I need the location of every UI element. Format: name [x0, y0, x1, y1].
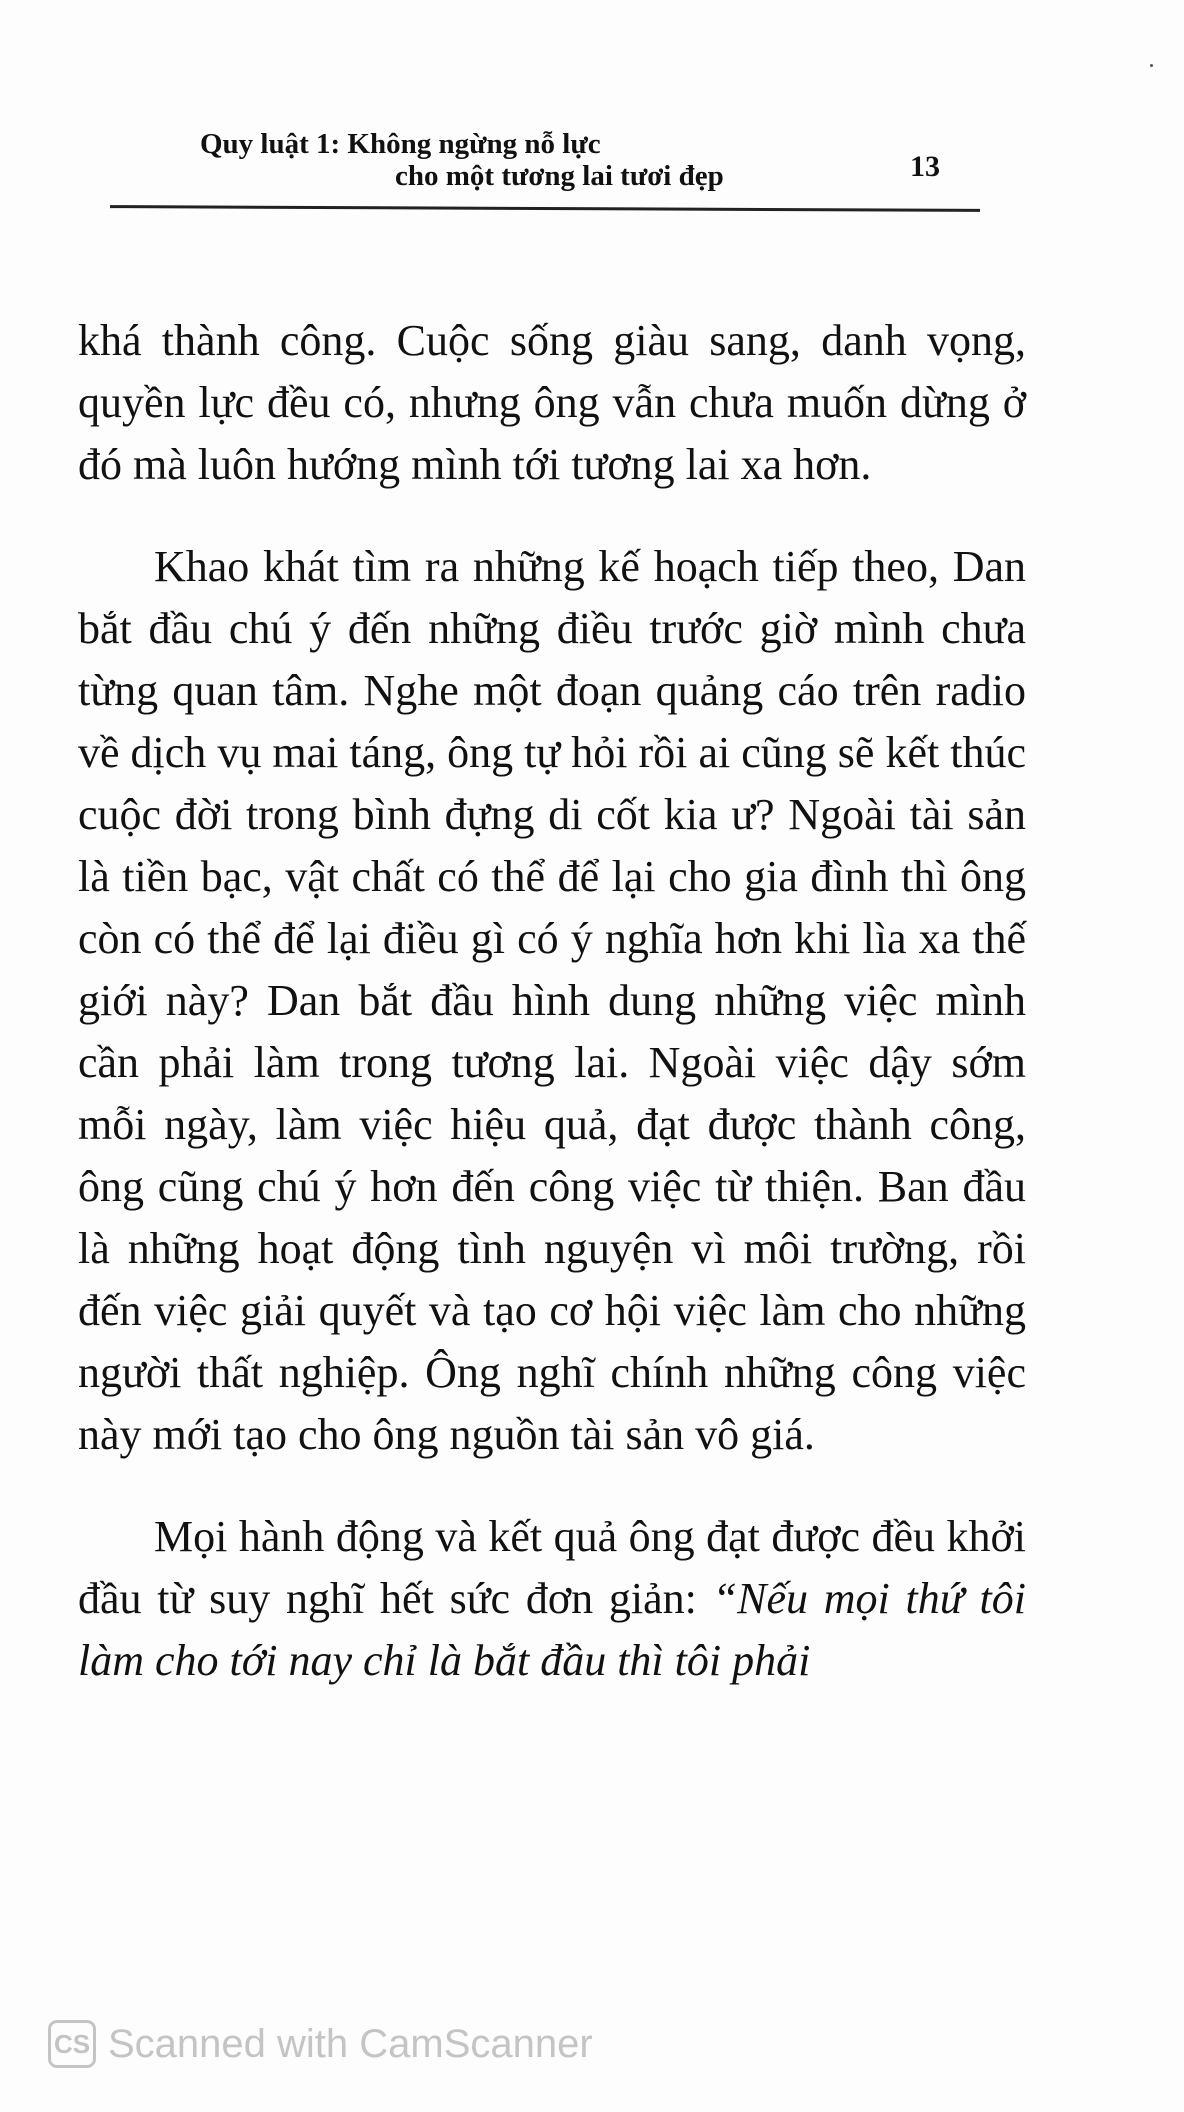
header-rule — [110, 205, 980, 212]
paragraph-3-lead: Mọi hành động và kết quả ông đạt được đều khởi đầu từ suy nghĩ hết sức đơn giản: — [78, 1512, 1026, 1623]
paragraph-1: khá thành công. Cuộc sống giàu sang, danh vọng, quyền lực đều có, nhưng ông vẫn chưa muốn dừng ở đó mà luôn hướng mình tới tương lai xa hơn. — [78, 316, 1026, 489]
scan-speck — [1150, 64, 1153, 67]
watermark-text: Scanned with CamScanner — [108, 2021, 593, 2066]
body-text — [78, 310, 1026, 1692]
header-title-line2: cho một tương lai tươi đẹp — [395, 160, 724, 192]
camscanner-watermark — [48, 2020, 593, 2068]
camscanner-logo-icon: CS — [48, 2020, 96, 2068]
page-number: 13 — [910, 150, 940, 183]
running-header — [200, 128, 760, 192]
paragraph-2: Khao khát tìm ra những kế hoạch tiếp theo, Dan bắt đầu chú ý đến những điều trước giờ mình chưa từng quan tâm. Nghe một đoạn quảng cáo trên radio về dịch vụ mai táng, ông tự hỏi rồi ai cũng sẽ kết thúc cuộc đời trong bình đựng di cốt kia ư? Ngoài tài sản là tiền bạc, vật chất có thể để lại cho gia đình thì ông còn có thể để lại điều gì có ý nghĩa hơn khi lìa xa thế giới này? Dan bắt đầu hình dung những việc mình cần phải làm trong tương lai. Ngoài việc dậy sớm mỗi ngày, làm việc hiệu quả, đạt được thành công, ông cũng chú ý hơn đến công việc từ thiện. Ban đầu là những hoạt động tình nguyện vì môi trường, rồi đến việc giải quyết và tạo cơ hội việc làm cho những người thất nghiệp. Ông nghĩ chính những công việc này mới tạo cho ông nguồn tài sản vô giá. — [78, 542, 1026, 1459]
paragraph-3 — [78, 1506, 1026, 1692]
header-title-line1: Quy luật 1: Không ngừng nỗ lực — [200, 128, 601, 160]
paragraph-3-quote: “Nếu mọi thứ tôi làm cho tới nay chỉ là bắt đầu thì tôi phải — [78, 1574, 1026, 1685]
